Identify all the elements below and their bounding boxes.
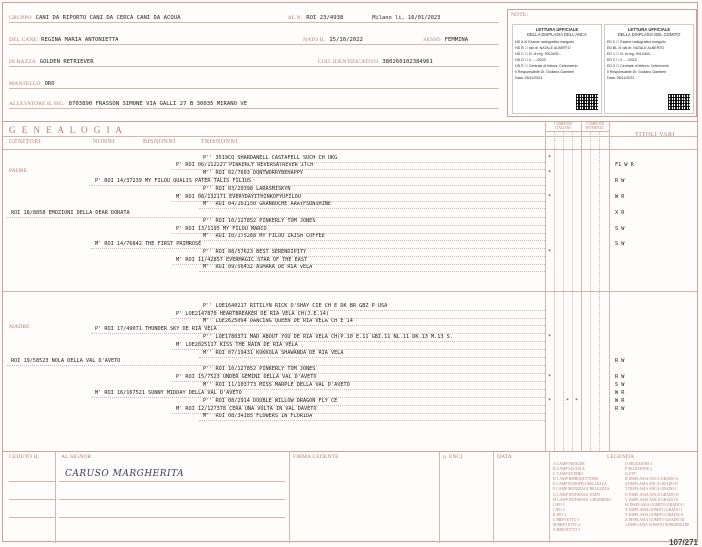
titoli-vari-label: TITOLI VARI bbox=[635, 132, 675, 138]
genealogia-title: G E N E A L O G I A bbox=[9, 125, 124, 135]
legenda-left-list bbox=[553, 462, 611, 533]
allevatore-row bbox=[9, 97, 499, 109]
pedigree-entry: P' ROI 13/1195 MY FILOU MARCO bbox=[176, 226, 267, 232]
legenda-item: E CAMP EUROPEO BELLEZZA bbox=[553, 482, 607, 487]
gruppo-value: CANI DA RIPORTO CANI DA CERCA CANI DA ACQUA bbox=[35, 15, 181, 21]
titoli-divider bbox=[609, 121, 610, 451]
hip-card-line: HD A ☒ Esame radiografico eseguito bbox=[515, 40, 574, 44]
pedigree-entry: P'' ROI 08/2914 DOUBLE WILLOW DRAGON FLY CE bbox=[203, 398, 338, 404]
pedigree-entry: P'' ROI 10/127852 PINKERLY TOM JONES bbox=[203, 366, 316, 372]
nato-label: NATO IL bbox=[303, 37, 326, 43]
pedigree-rule bbox=[199, 357, 545, 358]
pedigree-entry: M'' ROI 10/175268 MY FILOU IRISH COFFEE bbox=[203, 233, 325, 239]
pedigree-rule bbox=[199, 325, 545, 326]
pedigree-entry: M'' ROI 07/19431 KUKKOLA SHAWANDA DE RIA VELA bbox=[203, 350, 344, 356]
legenda-item: N BREVETTO 3 bbox=[553, 528, 580, 533]
pedigree-entry: P'' LOE1780371 MAD ABOUT YOU DE RIA VELA CH(P.10 E.11 GBI.11 NL.11 DK.13 M.13 S. bbox=[203, 334, 453, 340]
al-n-value: ROI 23/4938 bbox=[306, 15, 344, 21]
pedigree-entry: P' ROI 14/37239 MY FILOU QUALIS PATER TALIS FILIUS bbox=[95, 178, 252, 184]
titoli-entry: R W bbox=[615, 406, 625, 412]
pedigree-entry: P' LOE2147870 HEARTBREAKER DE RIA VELA CH(J.E.14) bbox=[176, 311, 330, 317]
pedigree-entry: P' ROI 06/112227 PINKERLY REVERSATREVER ITCH bbox=[176, 162, 314, 168]
elbow-card-line: ED BL ☒ dal dr. NATALE ALBERTO bbox=[607, 46, 665, 50]
pedigree-entry: M' ROI 14/76842 THE FIRST PRIMROSE bbox=[95, 241, 202, 247]
footer-line bbox=[59, 517, 285, 518]
qr-code-icon bbox=[576, 94, 598, 110]
header-divider bbox=[3, 136, 697, 137]
pedigree-rule bbox=[172, 264, 545, 265]
pedigree-rule bbox=[199, 341, 545, 342]
razza-row bbox=[9, 55, 499, 67]
titoli-entry: S W bbox=[615, 241, 625, 247]
pedigree-rule bbox=[199, 177, 545, 178]
footer-col-divider bbox=[493, 451, 494, 543]
footer-col-divider bbox=[549, 451, 550, 543]
titoli-entry: X R bbox=[615, 210, 625, 216]
al-signor-handwriting: CARUSO MARGHERITA bbox=[65, 469, 185, 479]
firma-cedente-label: FIRMA CEDENTE bbox=[293, 454, 339, 460]
pedigree-entry: ROI 18/8858 EMOZIONI DELLA DEAR DORATA bbox=[11, 210, 130, 216]
campione-mark-icon: * bbox=[548, 334, 552, 340]
pedigree-entry: M' LOE2025117 KISS THE RAIN DE RIA VELA bbox=[176, 342, 298, 348]
elbow-card-line: ED 2 ☐ il ...../2023 bbox=[607, 58, 637, 62]
pedigree-entry: ROI 19/58523 NOLA DELLA VAL D'AVETO bbox=[11, 358, 121, 364]
legenda-label: LEGENDA bbox=[607, 454, 635, 460]
table-top-line bbox=[3, 149, 697, 150]
pedigree-rule bbox=[199, 310, 545, 311]
pedigree-entry: M'' ROI 09/56432 ASMARA DE RIA VELA bbox=[203, 264, 313, 270]
pedigree-rule bbox=[172, 349, 545, 350]
legenda-item: W DISPLASIA GOMITO GRADO 0 bbox=[625, 502, 684, 507]
titoli-entry: W R bbox=[615, 390, 625, 396]
note-box bbox=[507, 9, 697, 117]
elbow-card-line: ED 3 ☐ Centrale di lettura: Cetemcerio bbox=[607, 64, 669, 68]
al-signor-label: AL SIGNOR bbox=[61, 454, 92, 460]
pedigree-entry: P' ROI 17/49071 THUNDER SKY DE RIA VELA bbox=[95, 326, 217, 332]
pedigree-rule bbox=[172, 318, 545, 319]
legenda-item: R DISPLASIA ANCA GRADO A bbox=[625, 477, 679, 482]
pedigree-entry: P'' ROI 03/20398 LARASMISKYN bbox=[203, 186, 291, 192]
legenda-item: Q ZTP bbox=[625, 472, 636, 477]
pedigree-entry: M' ROI 16/167521 SUNNY MIDDAY DELLA VAL D'AVETO bbox=[95, 390, 242, 396]
legenda-item: C CAMP ESTERO bbox=[553, 472, 584, 477]
pedigree-entry: P'' 3519CQ SHARDANELL CASTAFELL SUCH CH UKG bbox=[203, 155, 338, 161]
pedigree-entry: M'' ROI 02/7603 DONTWORRYBEHAPPY bbox=[203, 170, 303, 176]
legenda-item: H CAMP INTERNAZ. CHURMING bbox=[553, 497, 612, 502]
pedigree-rule bbox=[199, 373, 545, 374]
titoli-entry: W R bbox=[615, 194, 625, 200]
legenda-item: O SELEZIONE 1 bbox=[625, 462, 653, 466]
pedigree-entry: M'' LOE2625094 DANCING QUEEN DE RIA VELA CH E 14 bbox=[203, 318, 353, 324]
gruppo-label: GRUPPO bbox=[9, 15, 32, 21]
pedigree-rule bbox=[91, 333, 545, 334]
campioni-divider bbox=[581, 121, 582, 451]
qr-code-icon bbox=[668, 94, 690, 110]
legenda-item: F CAMP MONDIALE BELLEZZA bbox=[553, 487, 610, 492]
allevatore-label: ALLEVATORE IL SIG. bbox=[9, 101, 65, 107]
elbow-card-line: ED 0 ☐ Esame radiografico eseguito bbox=[607, 40, 666, 44]
pedigree-rule bbox=[172, 381, 545, 382]
col-genitori: GENITORI bbox=[9, 139, 42, 145]
cane-label: DEL CANE bbox=[9, 37, 38, 43]
pedigree-rule bbox=[91, 248, 545, 249]
sesso-value: FEMMINA bbox=[444, 37, 469, 43]
hip-card-line: HD D ☐ il ...../2023 bbox=[515, 58, 546, 62]
legenda-item: Z DISPLASIA GOMITO GRADO III bbox=[625, 518, 685, 523]
pedigree-rule bbox=[199, 162, 545, 163]
elbow-card-line: Data: 05/11/2023 bbox=[607, 76, 635, 80]
legenda-item: S DISPLASIA ANCA GRADO B bbox=[625, 482, 678, 487]
pedigree-certificate bbox=[2, 2, 698, 542]
legenda-item: B CAMP SOCIALE bbox=[553, 467, 585, 472]
cod-value: 380260102384961 bbox=[382, 59, 433, 65]
legenda-item: 1 DISPLASIA GOMITO BORDERLINE bbox=[625, 523, 690, 528]
campione-mark-icon: * bbox=[575, 398, 579, 404]
titoli-entry: R W bbox=[615, 178, 625, 184]
sesso-label: SESSO bbox=[423, 37, 441, 43]
legenda-item: I IPO 1 bbox=[553, 502, 565, 507]
campioni-divider bbox=[545, 121, 546, 451]
footer-line bbox=[9, 481, 55, 482]
nato-value: 15/10/2022 bbox=[329, 37, 363, 43]
legenda-item: X DISPLASIA GOMITO GRADO I bbox=[625, 507, 682, 512]
legenda-item: J IPO 2 bbox=[553, 507, 565, 512]
elbow-dysplasia-card bbox=[604, 24, 694, 114]
legenda-item: K IPO 3 bbox=[553, 512, 566, 517]
pedigree-rule bbox=[7, 217, 545, 218]
pedigree-entry: P'' ROI 08/57623 BEST SERENDIPITY bbox=[203, 249, 307, 255]
enci-label: p. ENCI bbox=[443, 454, 463, 460]
legenda-right-list bbox=[625, 462, 690, 528]
pedigree-entry: M'' ROI 04/101150 GRANBOCHE ARAYFSUNSHINE bbox=[203, 201, 332, 207]
footer-col-divider bbox=[55, 451, 56, 543]
data-label: DATA bbox=[497, 454, 512, 460]
elbow-card-title: LETTURA UFFICIALE bbox=[627, 27, 671, 32]
campione-mark-icon: * bbox=[548, 194, 552, 200]
pedigree-rule bbox=[172, 201, 545, 202]
footer-line bbox=[9, 517, 55, 518]
col-nonni: NONNI bbox=[93, 139, 115, 145]
elbow-card-subtitle: DELLA DISPLASIA DEL GOMITO bbox=[617, 32, 681, 37]
campione-mark-icon: * bbox=[548, 398, 552, 404]
legenda-item: V DISPLASIA ANCA GRADO E bbox=[625, 497, 679, 502]
allevatore-value: 8703890 FRASSON SIMONE VIA GALLI 27 B 30035 MIRANO VE bbox=[68, 101, 248, 107]
hip-card-line: HD B ☐ dal dr. NATALE ALBERTO bbox=[515, 46, 571, 50]
campioni-subheader-line bbox=[545, 131, 609, 132]
gruppo-row bbox=[9, 11, 499, 23]
pedigree-rule bbox=[91, 397, 545, 398]
col-trisnonni: TRISNONNI bbox=[201, 139, 238, 145]
pedigree-entry: M' ROI 08/132171 EVERYDAYITHINKOFYUFILOU bbox=[176, 194, 301, 200]
pedigree-entry: M' ROI 11/42857 EVERMAGIC STAR OF THE EAST bbox=[176, 257, 308, 263]
titoli-entry: W R bbox=[615, 398, 625, 404]
legenda-item: G CAMP INTERNAZ. EXPO bbox=[553, 492, 601, 497]
mantello-label: MANTELLO bbox=[9, 81, 41, 87]
mantello-row bbox=[9, 77, 499, 89]
campioni-italiani-label: CAMPIONI ITALIANI bbox=[554, 122, 572, 130]
legenda-item: D CAMP RIPRODUTTORE bbox=[553, 477, 599, 482]
padre-madre-divider bbox=[3, 291, 697, 292]
pedigree-entry: P' ROI 15/7523 UNDER GEMINI DELLA VAL D'AVETO bbox=[176, 374, 317, 380]
pedigree-rule bbox=[199, 225, 545, 226]
pedigree-rule bbox=[199, 389, 545, 390]
razza-label: DI RAZZA bbox=[9, 59, 36, 65]
hip-card-title: LETTURA UFFICIALE bbox=[535, 27, 579, 32]
pedigree-rule bbox=[199, 271, 545, 272]
hip-card-line: HD C ☐ N. di reg. 9010400... bbox=[515, 52, 562, 56]
titoli-entry: R W bbox=[615, 374, 625, 380]
footer-line bbox=[59, 499, 285, 500]
padre-label: PADRE bbox=[9, 168, 28, 174]
campione-mark-icon: * bbox=[548, 249, 552, 255]
mantello-value: ORO bbox=[44, 81, 55, 87]
pedigree-entry: M'' ROI 11/103773 MISS MARPLE DELLA VAL D'AVETO bbox=[203, 382, 350, 388]
cane-value: REGINA MARIA ANTONIETTA bbox=[41, 37, 119, 43]
pedigree-rule bbox=[199, 256, 545, 257]
campioni-internaz-label: CAMPIONI INTERNAZ. bbox=[585, 122, 605, 130]
footer-divider bbox=[3, 451, 697, 452]
pedigree-entry: M' ROI 12/127378 CERA UNA VOLTA IN VAL DAVETO bbox=[176, 406, 317, 412]
hip-card-subtitle: DELLA DISPLASIA DELL'ANCA bbox=[527, 32, 587, 37]
ceduto-label: CEDUTO IL bbox=[9, 454, 40, 460]
legenda-item: A CAMP TRIALER bbox=[553, 462, 585, 466]
titoli-entry: R W bbox=[615, 358, 625, 364]
al-n-label: AL N. bbox=[287, 15, 303, 21]
pedigree-rule bbox=[172, 169, 545, 170]
pedigree-rule bbox=[7, 365, 545, 366]
pedigree-rule bbox=[199, 405, 545, 406]
elbow-card-line: ED 1 ☐ N. di reg. 9010400... bbox=[607, 52, 653, 56]
campione-mark-icon: * bbox=[548, 170, 552, 176]
place-date: Milano li, 16/01/2023 bbox=[372, 15, 441, 21]
footer-line bbox=[59, 481, 285, 482]
madre-label: MADRE bbox=[9, 324, 30, 330]
legenda-item: U DISPLASIA ANCA GRADO D bbox=[625, 492, 679, 497]
legenda-item: Y DISPLASIA GOMITO GRADO II bbox=[625, 512, 684, 517]
pedigree-entry: P'' ROI 10/127852 PINKERLY TOM JONES bbox=[203, 218, 316, 224]
titoli-entry: S W bbox=[615, 382, 625, 388]
note-label: NOTE: bbox=[511, 12, 528, 18]
campione-mark-icon: * bbox=[548, 374, 552, 380]
titoli-entry: S W bbox=[615, 226, 625, 232]
pedigree-rule bbox=[199, 420, 545, 421]
razza-value: GOLDEN RETRIEVER bbox=[39, 59, 94, 65]
pedigree-rule bbox=[199, 208, 545, 209]
hip-dysplasia-card bbox=[512, 24, 602, 114]
cane-row bbox=[9, 33, 499, 45]
pedigree-rule bbox=[91, 185, 545, 186]
titoli-entry: F1 W R bbox=[615, 162, 634, 168]
corner-number: 107/271 bbox=[669, 538, 698, 547]
legenda-item: P SELEZIONE 2 bbox=[625, 467, 652, 472]
campione-mark-icon: * bbox=[548, 155, 552, 161]
footer-line bbox=[9, 499, 55, 500]
col-bisnonni: BISNONNI bbox=[143, 139, 176, 145]
pedigree-rule bbox=[172, 233, 545, 234]
pedigree-entry: P'' LOE1640217 RITILYN RICK O'SHAY CIE CH E DK BR GBZ P USA bbox=[203, 303, 388, 309]
pedigree-rule bbox=[199, 240, 545, 241]
hip-card-line: Data: 05/11/2023 bbox=[515, 76, 543, 80]
legenda-item: M BREVETTO 2 bbox=[553, 523, 581, 528]
pedigree-entry: M'' ROI 08/34185 FLOWERS IN FLORIDA bbox=[203, 413, 313, 419]
elbow-card-line: Il Responsabile Dr. Giuliano Gamberi bbox=[607, 70, 667, 74]
campione-mark-icon: * bbox=[566, 398, 570, 404]
legenda-item: T DISPLASIA ANCA GRADO C bbox=[625, 487, 678, 492]
hip-card-line: Il Responsabile Dr. Giuliano Gamberi bbox=[515, 70, 575, 74]
pedigree-rule bbox=[172, 413, 545, 414]
legenda-item: L BREVETTO 1 bbox=[553, 518, 580, 523]
cod-label: COD. IDENTIFICATIVO bbox=[317, 59, 379, 65]
pedigree-rule bbox=[199, 193, 545, 194]
footer-col-divider bbox=[289, 451, 290, 543]
footer-col-divider bbox=[439, 451, 440, 543]
hip-card-line: HD E ☐ Centrale di lettura: Cetemcerio bbox=[515, 64, 578, 68]
